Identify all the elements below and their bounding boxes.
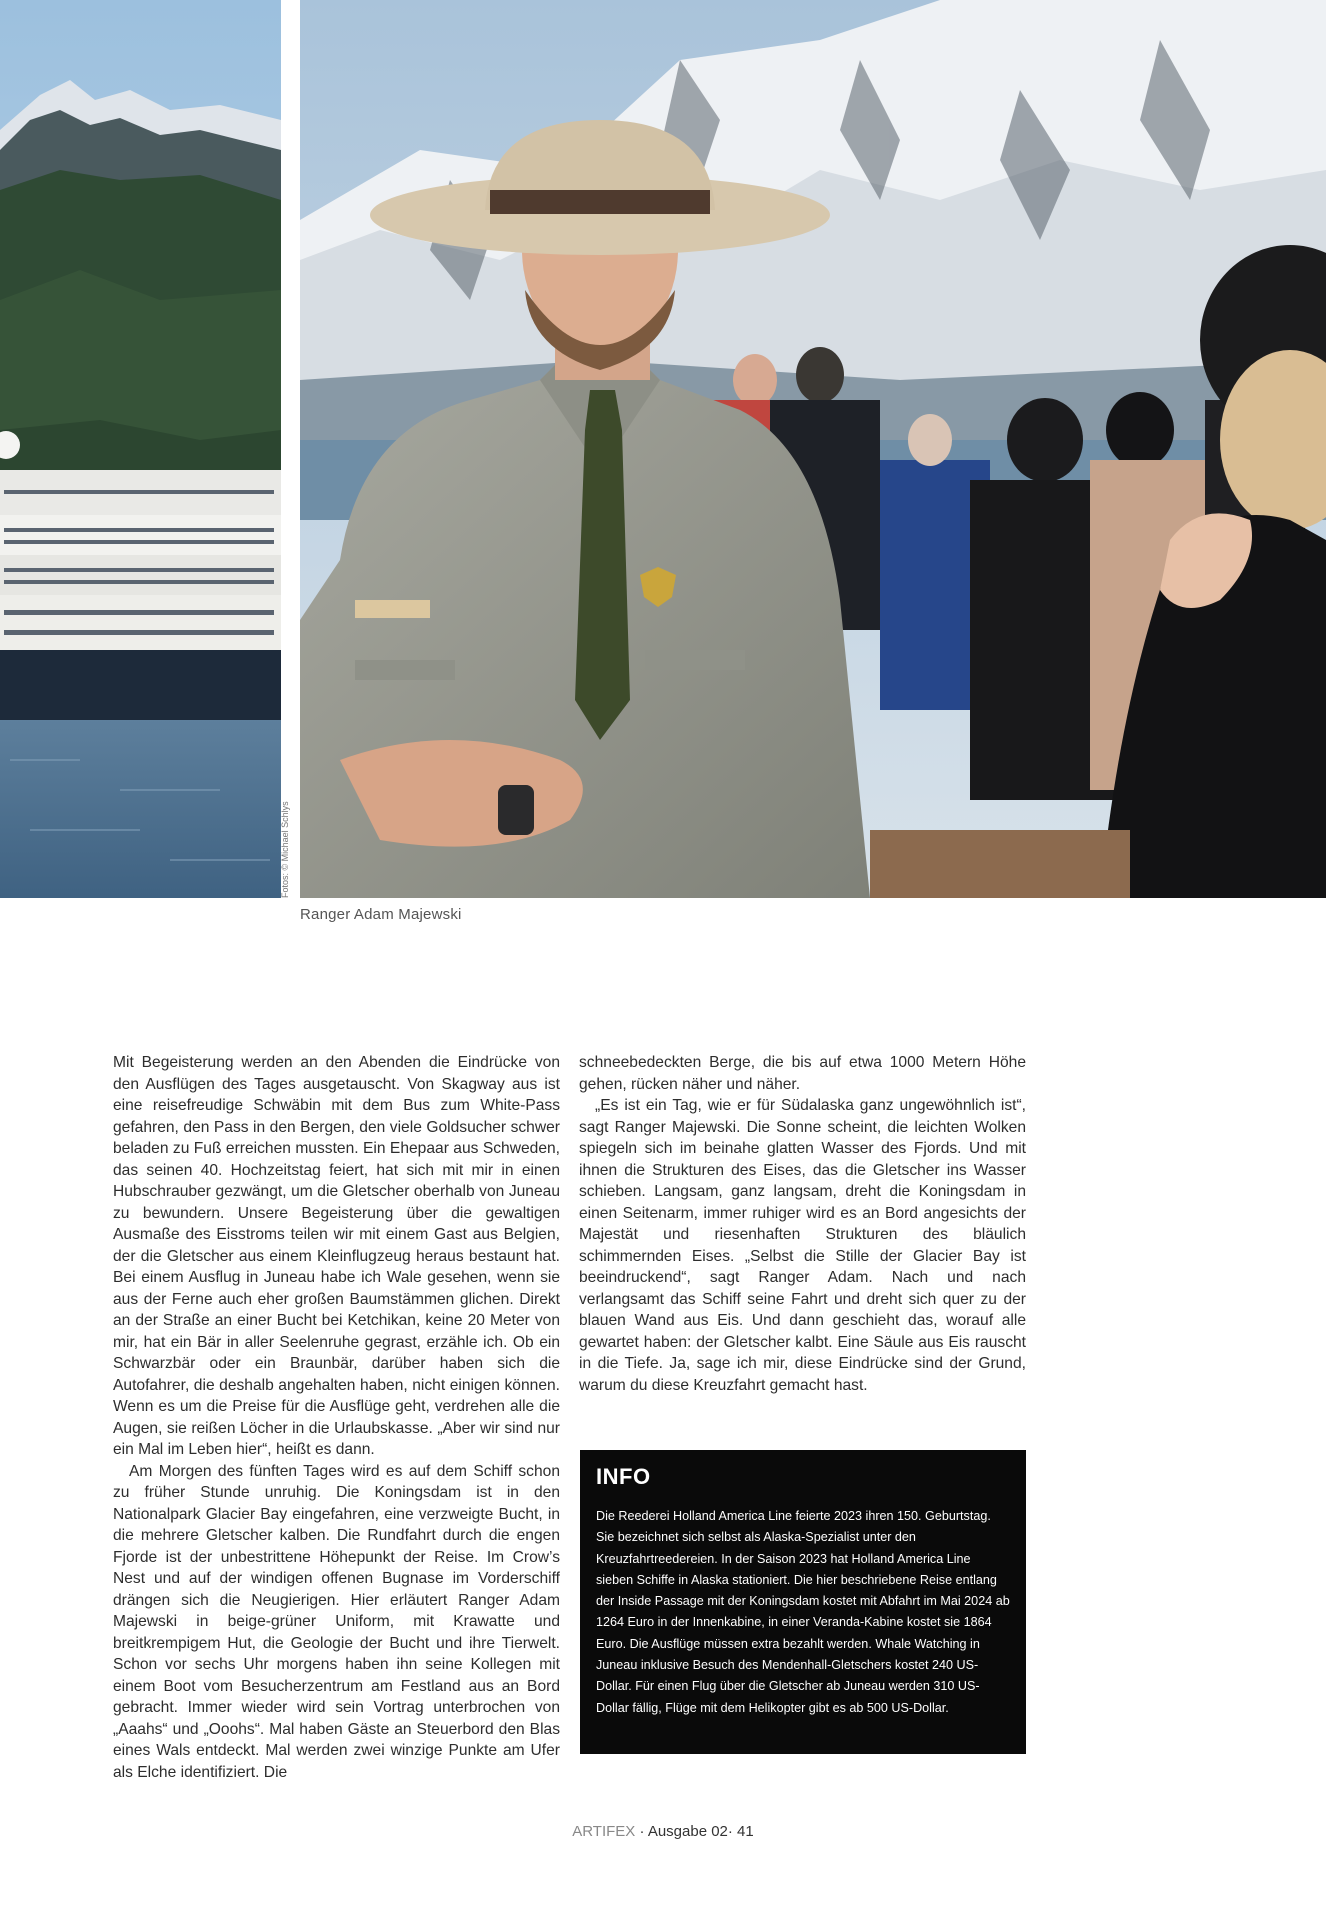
article-paragraph: Am Morgen des fünften Tages wird es auf dem Schiff schon zu früher Stunde unruhig. Die Koningsdam ist in den Nationalpark Glacier Bay eingefahren, eine verzweigte Bucht, in die mehrere Gletscher kalben. Die Rundfahrt durch die engen Fjorde ist der unbestrittene Höhepunkt der Reise. Im Crow’s Nest und auf der windigen offenen Bugnase im Vorderschiff drängen sich die Neugierigen. Hier erläutert Ranger Adam Majewski in beige-grüner Uniform, mit Krawatte und breitkrempigem Hut, die Geologie der Bucht und ihre Tierwelt. Schon vor sechs Uhr morgens haben ihn seine Kollegen mit einem Boot vom Besucherzentrum am Festland aus an Bord gebracht. Immer wieder wird sein Vortrag unterbrochen von „Aaahs“ und „Ooohs“. Mal haben Gäste an Steuerbord den Blas eines Wals entdeckt. Mal werden zwei winzige Punkte am Ufer als Elche identifiziert. Die [113,1462,560,1781]
magazine-name: ARTIFEX [572,1823,636,1840]
info-text: Die Reederei Holland America Line feierte 2023 ihren 150. Geburtstag. Sie bezeichnet sich selbst als Alaska-Spezialist unter den Kreuzfahrtreedereien. In der Saison 2023 hat Holland America Line sieben Schiffe in Alaska stationiert. Die hier beschriebene Reise entlang der Inside Passage mit der Koningsdam kostet mit Abfahrt im Mai 2024 ab 1264 Euro in der Innenkabine, in einer Veranda-Kabine kostet sie 1864 Euro. Die Ausflüge müssen extra bezahlt werden. Whale Watching in Juneau inklusive Besuch des Mendenhall-Gletschers kostet 240 US-Dollar. Für einen Flug über die Gletscher ab Juneau werden 310 US-Dollar fällig, Flüge mit dem Helikopter gibt es ab 500 US-Dollar. [596,1509,1010,1715]
page-footer [0,1823,1326,1840]
info-title: INFO [596,1464,651,1489]
article-paragraph: schneebedeckten Berge, die bis auf etwa 1000 Metern Höhe gehen, rücken näher und näher. [579,1054,1026,1093]
info-box [580,1450,1026,1754]
article-paragraph: Mit Begeisterung werden an den Abenden die Eindrücke von den Ausflügen des Tages ausgetauscht. Von Skagway aus ist eine reisefreudige Schwäbin mit dem Bus zum White-Pass gefahren, den Pass in den Bergen, den viele Goldsucher schwer beladen zu Fuß erreichen mussten. Ein Ehepaar aus Schweden, das seinen 40. Hochzeitstag feiert, hat sich mit mir in einen Hubschrauber gezwängt, um die Gletscher oberhalb von Juneau zu bewundern. Unsere Begeisterung über die gewaltigen Ausmaße des Eisstroms teilen wir mit einem Gast aus Belgien, der die Gletscher aus einem Kleinflugzeug heraus bestaunt hat. Bei einem Ausflug in Juneau habe ich Wale gesehen, wenn sie aus der Ferne auch eher großen Baumstämmen glichen. Direkt an der Straße an einer Bucht bei Ketchikan, keine 20 Meter von mir, hat ein Bär in aller Seelenruhe gegrast, erzähle ich. Ob ein Schwarzbär oder ein Braunbär, darüber haben sich die Autofahrer, die deshalb angehalten haben, nicht einigen können. Wenn es um die Preise für die Ausflüge geht, verdrehen alle die Augen, sie reißen Löcher in die Urlaubskasse. „Aber wir sind nur ein Mal im Leben hier“, heißt es dann. [113,1054,560,1458]
cruise-ship-photo [0,0,281,898]
article-column-right [579,1052,1026,1396]
issue-page: · Ausgabe 02· 41 [639,1823,754,1840]
ranger-photo [300,0,1326,898]
article-column-left [113,1052,560,1783]
article-paragraph: „Es ist ein Tag, wie er für Südalaska ganz ungewöhnlich ist“, sagt Ranger Majewski. Die Sonne scheint, die leichten Wolken spiegeln sich im beinahe glatten Wasser des Fjords. Und mit ihnen die Strukturen des Eises, das die Gletscher ins Wasser schieben. Langsam, ganz langsam, dreht die Koningsdam in einen Seitenarm, immer ruhiger wird es an Bord angesichts der Majestät und riesenhaften Strukturen des bläulich schimmernden Eises. „Selbst die Stille der Glacier Bay ist beeindruckend“, sagt Ranger Adam. Nach und nach verlangsamt das Schiff seine Fahrt und dreht sich quer zu der blauen Wand aus Eis. Und dann geschieht das, worauf alle gewartet haben: der Gletscher kalbt. Eine Säule aus Eis rauscht in die Tiefe. Ja, sage ich mir, diese Eindrücke sind der Grund, warum du diese Kreuzfahrt gemacht hast. [579,1097,1026,1394]
photo-caption: Ranger Adam Majewski [300,906,462,923]
photo-credit: Fotos: © Michael Schlys [280,801,290,898]
